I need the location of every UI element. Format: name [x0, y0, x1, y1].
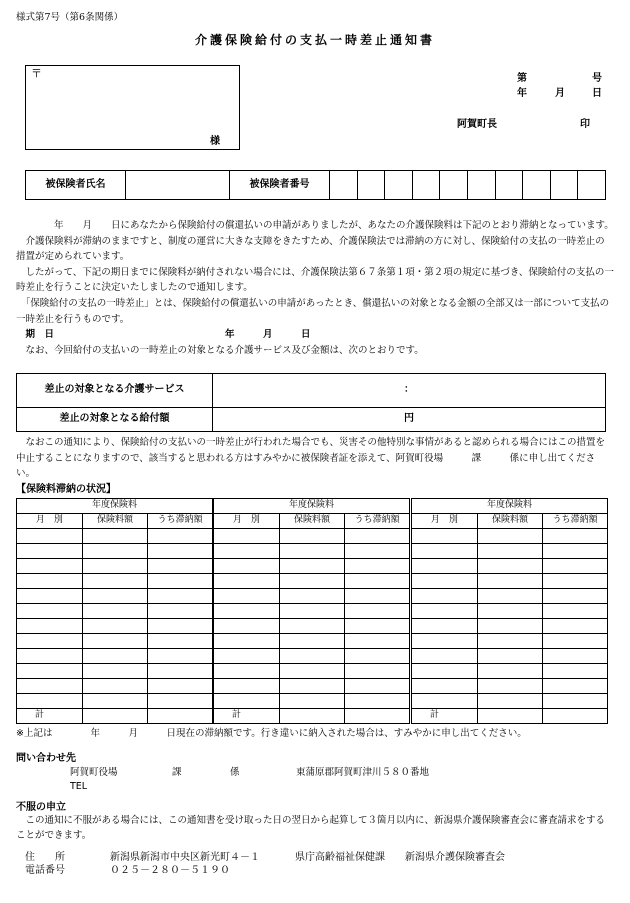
- table-cell[interactable]: [17, 544, 83, 559]
- table-row: [412, 589, 608, 604]
- table-cell[interactable]: [412, 694, 478, 709]
- table-row: [412, 679, 608, 694]
- table-cell[interactable]: [82, 559, 148, 574]
- table-cell[interactable]: [477, 634, 543, 649]
- table-cell[interactable]: [214, 664, 280, 679]
- table-cell[interactable]: [543, 559, 608, 574]
- dai-label: 第: [517, 73, 527, 84]
- total-label: 計: [214, 709, 280, 724]
- insured-name-label: 被保険者氏名: [26, 171, 126, 200]
- notice-line: 介護保険料が滞納のままですと、制度の運営に大きな支障をきたすため、介護保険法では滞納の方に対し、保険給付の支払の一時差止の措置が定められています。: [16, 235, 605, 263]
- table-cell[interactable]: [345, 694, 410, 709]
- column-header: 保険料額: [477, 514, 543, 529]
- table-cell[interactable]: [279, 589, 345, 604]
- address-box: [25, 65, 240, 150]
- table-cell[interactable]: [345, 574, 410, 589]
- table-cell[interactable]: [17, 649, 83, 664]
- table-cell[interactable]: [82, 694, 148, 709]
- table-cell[interactable]: [412, 604, 478, 619]
- contact-kakari: 係: [230, 767, 240, 778]
- table-cell[interactable]: [82, 604, 148, 619]
- table-row: [214, 649, 410, 664]
- table-cell[interactable]: [477, 694, 543, 709]
- table-cell[interactable]: [543, 649, 608, 664]
- table-row: [214, 574, 410, 589]
- table-cell[interactable]: [279, 694, 345, 709]
- council-name: 新潟県介護保険審査会: [405, 852, 505, 863]
- table-cell[interactable]: [17, 559, 83, 574]
- status-heading: 【保険料滞納の状況】: [16, 484, 116, 495]
- table-cell[interactable]: [345, 634, 410, 649]
- year-header: 年度保険料: [17, 499, 213, 514]
- table-cell[interactable]: [477, 664, 543, 679]
- table-cell[interactable]: [477, 529, 543, 544]
- table-row: [17, 529, 213, 544]
- table-cell[interactable]: [412, 544, 478, 559]
- day-label: 日: [592, 88, 602, 99]
- insured-name-field[interactable]: [126, 171, 230, 200]
- status-table: [16, 498, 213, 724]
- table-cell[interactable]: [17, 634, 83, 649]
- contact-heading: 問い合わせ先: [16, 753, 76, 764]
- table-cell[interactable]: [543, 634, 608, 649]
- honorific-sama: 様: [210, 136, 220, 147]
- table-cell[interactable]: [17, 694, 83, 709]
- table-cell[interactable]: [148, 574, 213, 589]
- table-cell[interactable]: [214, 634, 280, 649]
- table-row: [412, 634, 608, 649]
- table-row: [17, 634, 213, 649]
- table-row: [214, 529, 410, 544]
- column-header: 月 別: [17, 514, 83, 529]
- table-cell[interactable]: [214, 574, 280, 589]
- table-cell[interactable]: [279, 649, 345, 664]
- table-cell[interactable]: [279, 544, 345, 559]
- table-cell[interactable]: [345, 604, 410, 619]
- table-cell[interactable]: [148, 559, 213, 574]
- month-label: 月: [555, 88, 565, 99]
- table-cell[interactable]: [279, 664, 345, 679]
- table-cell[interactable]: [82, 574, 148, 589]
- table-row: [214, 694, 410, 709]
- table-cell[interactable]: [148, 694, 213, 709]
- seal-label: 印: [580, 119, 590, 130]
- table-cell[interactable]: [279, 679, 345, 694]
- table-cell[interactable]: [82, 589, 148, 604]
- table-cell[interactable]: [17, 589, 83, 604]
- table-cell[interactable]: [148, 544, 213, 559]
- table-cell[interactable]: [214, 649, 280, 664]
- phone-label: 電話番号: [25, 865, 65, 876]
- table-cell[interactable]: [279, 559, 345, 574]
- objection-text: この通知に不服がある場合には、この通知書を受け取った日の翌日から起算して３箇月以内に、新潟県介護保険審査会に審査請求をすることができます。: [16, 815, 606, 841]
- table-row: [214, 664, 410, 679]
- insured-number-box[interactable]: [467, 171, 495, 200]
- table-row: [412, 619, 608, 634]
- insured-number-box[interactable]: [330, 171, 358, 200]
- contact-ka: 課: [172, 767, 182, 778]
- table-cell[interactable]: [412, 664, 478, 679]
- table-cell[interactable]: [543, 694, 608, 709]
- total-cell[interactable]: [279, 709, 345, 724]
- table-row: [214, 559, 410, 574]
- column-header: 月 別: [412, 514, 478, 529]
- mayor-label: 阿賀町長: [457, 119, 497, 130]
- table-cell[interactable]: [477, 559, 543, 574]
- deadline-line: 期 日 年 月 日: [16, 329, 311, 341]
- insured-number-box[interactable]: [523, 171, 551, 200]
- table-cell[interactable]: [279, 574, 345, 589]
- table-cell[interactable]: [82, 544, 148, 559]
- insured-number-box[interactable]: [440, 171, 468, 200]
- table-cell[interactable]: [477, 589, 543, 604]
- postal-mark: 〒: [31, 67, 42, 80]
- table-cell[interactable]: [543, 529, 608, 544]
- amount-unit: 円: [213, 408, 606, 432]
- table-cell[interactable]: [279, 634, 345, 649]
- table-cell[interactable]: [17, 604, 83, 619]
- notice-line: 「保険給付の支払の一時差止」とは、保険給付の償還払いの申請があったとき、償還払いの対象となる金額の全部又は一部について支払の一時差止を行うものです。: [16, 297, 610, 325]
- table-cell[interactable]: [214, 619, 280, 634]
- table-cell[interactable]: [82, 649, 148, 664]
- table-cell[interactable]: [148, 649, 213, 664]
- service-value: ：: [213, 374, 606, 408]
- table-cell[interactable]: [345, 679, 410, 694]
- table-row: [412, 649, 608, 664]
- insured-number-box[interactable]: [495, 171, 523, 200]
- table-row: [17, 589, 213, 604]
- table-cell[interactable]: [148, 634, 213, 649]
- insured-number-label: 被保険者番号: [230, 171, 330, 200]
- total-cell[interactable]: [148, 709, 213, 724]
- table-cell[interactable]: [82, 634, 148, 649]
- table-cell[interactable]: [412, 529, 478, 544]
- total-cell[interactable]: [543, 709, 608, 724]
- table-cell[interactable]: [412, 574, 478, 589]
- table-row: [412, 604, 608, 619]
- insured-number-box[interactable]: [412, 171, 440, 200]
- table-cell[interactable]: [214, 559, 280, 574]
- go-label: 号: [592, 73, 602, 84]
- table-cell[interactable]: [17, 679, 83, 694]
- table-cell[interactable]: [17, 619, 83, 634]
- column-header: 保険料額: [279, 514, 345, 529]
- table-row: [17, 559, 213, 574]
- table-row: [17, 574, 213, 589]
- table-cell[interactable]: [477, 679, 543, 694]
- phone-value: ０２５－２８０－５１９０: [110, 865, 230, 876]
- status-table: [213, 498, 410, 724]
- table-row: [17, 694, 213, 709]
- year-header: 年度保険料: [214, 499, 410, 514]
- table-cell[interactable]: [477, 649, 543, 664]
- table-row: [412, 559, 608, 574]
- document-title: 介護保険給付の支払一時差止通知書: [194, 33, 435, 47]
- total-label: 計: [412, 709, 478, 724]
- contact-address: 東蒲原郡阿賀町津川５８０番地: [296, 767, 430, 778]
- insured-table: [25, 170, 606, 200]
- column-header: うち滞納額: [345, 514, 410, 529]
- year-header: 年度保険料: [412, 499, 608, 514]
- table-cell[interactable]: [345, 529, 410, 544]
- table-row: [17, 679, 213, 694]
- table-row: [412, 574, 608, 589]
- form-number: 様式第7号（第6条関係）: [16, 12, 124, 23]
- table-cell[interactable]: [412, 559, 478, 574]
- column-header: うち滞納額: [543, 514, 608, 529]
- table-cell[interactable]: [148, 664, 213, 679]
- notice-line: したがって、下記の期日までに保険料が納付されない場合には、介護保険法第６７条第１項・第２項の規定に基づき、保険給付の支払の一時差止を行うことに決定いたしましたので通知します。: [16, 266, 614, 294]
- insured-number-box[interactable]: [385, 171, 413, 200]
- table-row: [412, 529, 608, 544]
- table-row: [17, 649, 213, 664]
- table-cell[interactable]: [214, 544, 280, 559]
- table-cell[interactable]: [82, 664, 148, 679]
- table-cell[interactable]: [82, 679, 148, 694]
- table-cell[interactable]: [214, 529, 280, 544]
- dept-name: 県庁高齢福祉保健課: [295, 852, 385, 863]
- table-cell[interactable]: [412, 634, 478, 649]
- table-cell[interactable]: [17, 664, 83, 679]
- table-cell[interactable]: [214, 694, 280, 709]
- table-cell[interactable]: [17, 574, 83, 589]
- table-cell[interactable]: [412, 589, 478, 604]
- total-cell[interactable]: [477, 709, 543, 724]
- note-line: ※上記は 年 月 日現在の滞納額です。行き違いに納入された場合は、すみやかに申し出てください。: [16, 728, 527, 739]
- table-cell[interactable]: [345, 589, 410, 604]
- table-row: [214, 589, 410, 604]
- table-cell[interactable]: [214, 589, 280, 604]
- table-cell[interactable]: [214, 604, 280, 619]
- table-cell[interactable]: [543, 619, 608, 634]
- table-cell[interactable]: [148, 529, 213, 544]
- table-row: [412, 544, 608, 559]
- table-row: [214, 679, 410, 694]
- table-cell[interactable]: [279, 529, 345, 544]
- table-cell[interactable]: [82, 529, 148, 544]
- total-cell[interactable]: [345, 709, 410, 724]
- table-cell[interactable]: [82, 619, 148, 634]
- contact-tel: TEL: [70, 781, 88, 792]
- table-row: [17, 604, 213, 619]
- table-row: [17, 619, 213, 634]
- address-label: 住 所: [25, 852, 65, 863]
- table-cell[interactable]: [477, 619, 543, 634]
- notice-line: なお、今回給付の支払いの一時差止の対象となる介護サービス及び金額は、次のとおりです。: [16, 344, 424, 356]
- table-row: [214, 619, 410, 634]
- table-cell[interactable]: [148, 604, 213, 619]
- table-cell[interactable]: [279, 619, 345, 634]
- table-cell[interactable]: [148, 619, 213, 634]
- year-label: 年: [517, 88, 527, 99]
- notice-body: [16, 218, 614, 358]
- contact-office: 阿賀町役場: [70, 767, 118, 778]
- table-row: [214, 634, 410, 649]
- table-cell[interactable]: [477, 574, 543, 589]
- table-cell[interactable]: [17, 529, 83, 544]
- amount-label: 差止の対象となる給付額: [17, 408, 213, 432]
- table-row: [17, 664, 213, 679]
- service-table: [16, 373, 606, 432]
- table-cell[interactable]: [543, 679, 608, 694]
- table-cell[interactable]: [412, 679, 478, 694]
- table-cell[interactable]: [477, 544, 543, 559]
- table-cell[interactable]: [543, 664, 608, 679]
- table-row: [214, 604, 410, 619]
- table-row: [412, 694, 608, 709]
- address-value: 新潟県新潟市中央区新光町４－１: [110, 852, 260, 863]
- insured-number-box[interactable]: [357, 171, 385, 200]
- table-cell[interactable]: [543, 574, 608, 589]
- table-cell[interactable]: [412, 649, 478, 664]
- objection-heading: 不服の申立: [16, 802, 66, 813]
- service-label: 差止の対象となる介護サービス: [17, 374, 213, 408]
- interrupt-text: なおこの通知により、保険給付の支払いの一時差止が行われた場合でも、災害その他特別な事情があると認められる場合にはこの措置を中止することになりますので、該当すると思われる方はすみやかに被保険者証を添えて、阿賀町役場 課 係に申し出てください。: [16, 437, 606, 480]
- table-cell[interactable]: [412, 619, 478, 634]
- table-cell[interactable]: [345, 619, 410, 634]
- table-cell[interactable]: [214, 679, 280, 694]
- status-table: [411, 498, 608, 724]
- table-cell[interactable]: [543, 544, 608, 559]
- table-cell[interactable]: [148, 679, 213, 694]
- table-row: [412, 664, 608, 679]
- table-cell[interactable]: [345, 544, 410, 559]
- table-cell[interactable]: [279, 604, 345, 619]
- column-header: 保険料額: [82, 514, 148, 529]
- column-header: 月 別: [214, 514, 280, 529]
- table-cell[interactable]: [345, 559, 410, 574]
- insured-number-box[interactable]: [578, 171, 606, 200]
- table-cell[interactable]: [345, 664, 410, 679]
- table-cell[interactable]: [477, 604, 543, 619]
- table-row: [214, 544, 410, 559]
- table-cell[interactable]: [543, 589, 608, 604]
- total-label: 計: [17, 709, 83, 724]
- table-cell[interactable]: [148, 589, 213, 604]
- insured-number-box[interactable]: [550, 171, 578, 200]
- table-row: [17, 544, 213, 559]
- table-cell[interactable]: [345, 649, 410, 664]
- notice-line: 年 月 日にあなたから保険給付の償還払いの申請がありましたが、あなたの介護保険料は下記のとおり滞納となっています。: [16, 220, 614, 231]
- column-header: うち滞納額: [148, 514, 213, 529]
- total-cell[interactable]: [82, 709, 148, 724]
- table-cell[interactable]: [543, 604, 608, 619]
